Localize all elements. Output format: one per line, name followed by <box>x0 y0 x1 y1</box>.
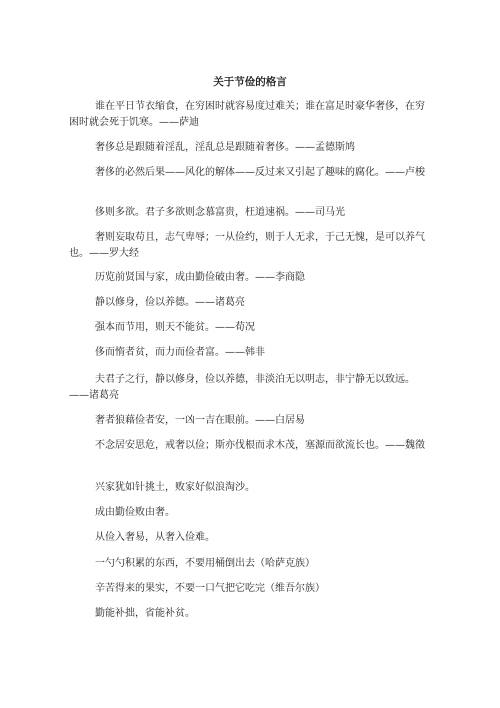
quote-paragraph: 兴家犹如针挑土，败家好似浪淘沙。 <box>95 482 255 493</box>
quote-paragraph: 奢侈总是跟随着淫乱，淫乱总是跟随着奢侈。——孟德斯鸠 <box>95 142 355 153</box>
document-title: 关于节俭的格言 <box>213 76 287 88</box>
quote-paragraph: 奢者狼藉俭者安，一凶一吉在眼前。——白居易 <box>95 415 305 426</box>
quote-paragraph: 侈则多欲。君子多欲则念慕富贵，枉道速祸。——司马光 <box>95 207 345 218</box>
quote-paragraph: 历览前贤国与家，成由勤俭破由奢。——李商隐 <box>95 272 305 283</box>
quote-paragraph: 谁在平日节衣缩食，在穷困时就容易度过难关；谁在富足时豪华奢侈，在穷困时就会死于饥寒。——萨迪 <box>69 101 425 128</box>
quote-paragraph: 一勺勺积累的东西，不要用桶倒出去（哈萨克族） <box>95 558 315 569</box>
quote-paragraph: 强本而节用，则天不能贫。——荀况 <box>95 322 255 333</box>
quote-paragraph: 奢侈的必然后果——风化的解体——反过来又引起了趣味的腐化。——卢梭 <box>95 167 425 178</box>
quote-paragraph: 侈而惰者贫，而力而俭者富。——韩非 <box>95 347 265 358</box>
quote-paragraph: 从俭入奢易，从奢入俭难。 <box>95 532 215 543</box>
quote-paragraph: 成由勤俭败由奢。 <box>95 507 175 518</box>
quote-paragraph: 静以修身，俭以养德。——诸葛亮 <box>95 297 245 308</box>
quote-paragraph: 奢则妄取苟且，志气卑辱；一从俭约，则于人无求，于己无愧，是可以养气也。——罗大经 <box>69 232 425 259</box>
quote-paragraph: 不念居安思危，戒奢以俭；斯亦伐根而求木茂，塞源而欲流长也。——魏徵 <box>95 440 425 451</box>
quote-paragraph: 辛苦得来的果实，不要一口气把它吃完（维吾尔族） <box>95 583 325 594</box>
quote-paragraph: 勤能补拙，省能补贫。 <box>95 608 195 619</box>
quote-paragraph: 夫君子之行，静以修身，俭以养德，非淡泊无以明志，非宁静无以致远。——诸葛亮 <box>69 374 415 401</box>
